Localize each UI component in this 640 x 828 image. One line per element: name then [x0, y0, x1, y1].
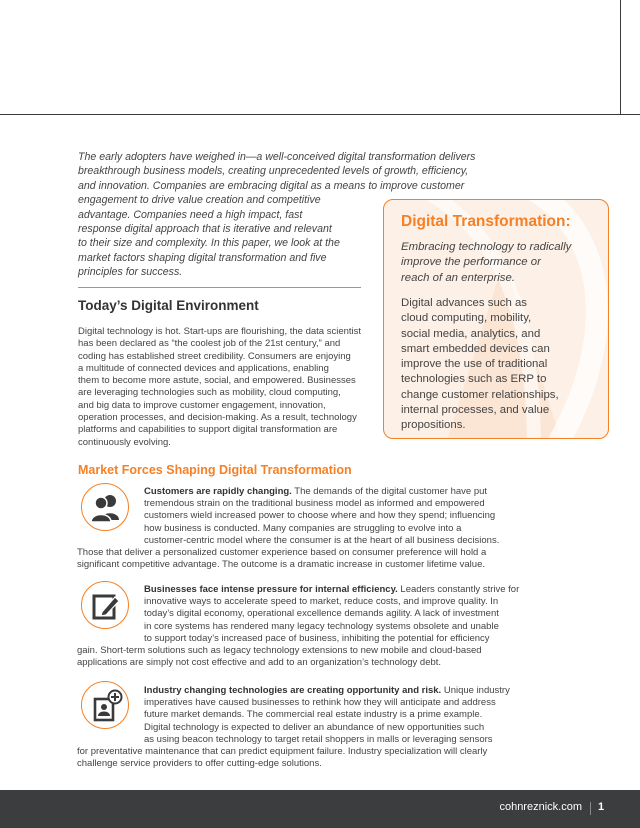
header-vertical-rule: [620, 0, 621, 115]
page-footer: [0, 790, 640, 828]
callout-body-line: social media, analytics, and: [401, 327, 541, 340]
page-number: 1: [598, 801, 605, 813]
force-line: tremendous strain on the traditional business model as informed and empowered: [144, 498, 485, 510]
environment-line: Digital technology is hot. Start-ups are flourishing, the data scientist: [78, 326, 362, 337]
callout-body-line: smart embedded devices can: [401, 342, 550, 355]
force-line: in core systems has rendered many legacy technology systems obsolete and unable: [144, 620, 499, 632]
footer-website: cohnreznick.com: [499, 801, 582, 813]
environment-line: platforms and capabilities to support digital transformation are: [78, 424, 338, 436]
callout-body-line: improve the use of traditional: [401, 358, 548, 371]
market-forces-heading: Market Forces Shaping Digital Transformation: [78, 463, 352, 477]
header-frame: [0, 0, 640, 115]
force-line: Digital technology is expected to deliver an abundance of new opportunities such: [144, 721, 485, 733]
force-lead-rest: Unique industry: [441, 685, 510, 696]
force-lead: Businesses face intense pressure for internal efficiency.: [144, 584, 398, 595]
force-line: as using beacon technology to target retail shoppers in malls or leveraging sensors: [144, 733, 493, 745]
force-lead-rest: Leaders constantly strive for: [397, 584, 520, 595]
callout-body-line: propositions.: [401, 419, 466, 432]
force-line: today’s digital economy, operational excellence demands agility. A lack of investment: [144, 608, 499, 620]
callout-body-line: technologies such as ERP to: [401, 373, 547, 386]
callout-body-line: change customer relationships,: [401, 388, 559, 401]
definition-callout: [383, 199, 609, 439]
force-lead: Industry changing technologies are creating opportunity and risk.: [144, 685, 442, 696]
force-lead-line: [78, 685, 510, 697]
force-line: challenge service providers to offer cutting-edge solutions.: [77, 758, 322, 770]
intro-line: principles for success.: [78, 266, 183, 279]
force-line: customer-centric model where the consumer is at the heart of all business decisions.: [144, 534, 500, 546]
force-line: for preventative maintenance that can predict equipment failure. Industry specialization will clearly: [77, 746, 488, 758]
market-force-technologies: [78, 685, 510, 770]
intro-line: breakthrough business models, creating unprecedented levels of growth, efficiency,: [78, 165, 469, 178]
intro-line: advantage. Companies need a high impact, fast: [78, 208, 303, 221]
environment-line: coding has established street credibility. Consumers are enjoying: [78, 350, 351, 362]
intro-line: to their size and complexity. In this paper, we look at the: [78, 237, 340, 250]
force-line: how business is conducted. Many companies are struggling to evolve into a: [144, 522, 462, 534]
force-line: innovative ways to accelerate speed to market, reduce costs, and improve quality. In: [144, 596, 499, 608]
force-line: gain. Short-term solutions such as legacy technology extensions to new mobile and cloud-based: [77, 645, 482, 657]
force-line: applications are simply not cost effective and add to an organization’s technology debt.: [77, 657, 442, 669]
environment-heading: Today’s Digital Environment: [78, 298, 259, 313]
force-line: significant competitive advantage. The outcome is a dramatic increase in customer lifetime value.: [77, 559, 485, 571]
environment-line: continuously evolving.: [78, 436, 171, 448]
force-line: customers wield increased power to choose where and how they spend; influencing: [144, 510, 496, 522]
intro-line: and innovation. Companies are embracing digital as a means to improve customer: [78, 179, 465, 192]
environment-line: are leveraging technologies such as mobility, cloud computing,: [78, 387, 341, 399]
force-line: to support today’s increased pace of business, inhibiting the potential for efficiency: [144, 632, 490, 644]
force-lead-line: [78, 486, 499, 498]
force-line: future market demands. The commercial real estate industry is a prime example.: [144, 709, 483, 721]
footer-divider: [590, 802, 591, 815]
environment-line: them to become more astute, social, and empowered. Businesses: [78, 375, 356, 387]
intro-line: The early adopters have weighed in—a well-conceived digital transformation delivers: [78, 151, 476, 163]
force-lead-rest: The demands of the digital customer have put: [291, 486, 488, 497]
environment-line: a multitude of connected devices and applications, enabling: [78, 362, 329, 374]
callout-body-line: cloud computing, mobility,: [401, 312, 532, 325]
force-lead-line: [78, 584, 519, 596]
force-line: Those that deliver a personalized customer experience based on consumer preference will hold a: [77, 547, 487, 559]
environment-paragraph: [78, 326, 368, 449]
section-divider: [78, 287, 361, 288]
environment-line: has been declared as “the coolest job of the 21st century,” and: [78, 338, 341, 350]
force-lead: Customers are rapidly changing.: [144, 486, 292, 497]
intro-line: engagement to drive value creation and competitive: [78, 194, 321, 207]
environment-line: operation processes, and decision-making. As a result, technology: [78, 412, 357, 424]
callout-definition: [401, 240, 571, 286]
callout-body-line: internal processes, and value: [401, 404, 550, 417]
callout-body-line: Digital advances such as: [401, 297, 527, 309]
callout-body: [401, 296, 559, 434]
force-line: imperatives have caused businesses to rethink how they will anticipate and address: [144, 697, 496, 709]
environment-line: and big data to improve customer engagement, innovation,: [78, 399, 326, 411]
market-force-customers: [78, 486, 499, 571]
callout-definition-line: Embracing technology to radically: [401, 241, 572, 253]
callout-definition-line: improve the performance or: [401, 256, 541, 269]
market-force-efficiency: [78, 584, 519, 669]
intro-line: market factors shaping digital transformation and five: [78, 251, 327, 264]
header-horizontal-rule: [0, 114, 640, 115]
callout-title: Digital Transformation:: [401, 213, 571, 230]
intro-line: response digital approach that is iterative and relevant: [78, 223, 332, 236]
callout-definition-line: reach of an enterprise.: [401, 271, 515, 284]
